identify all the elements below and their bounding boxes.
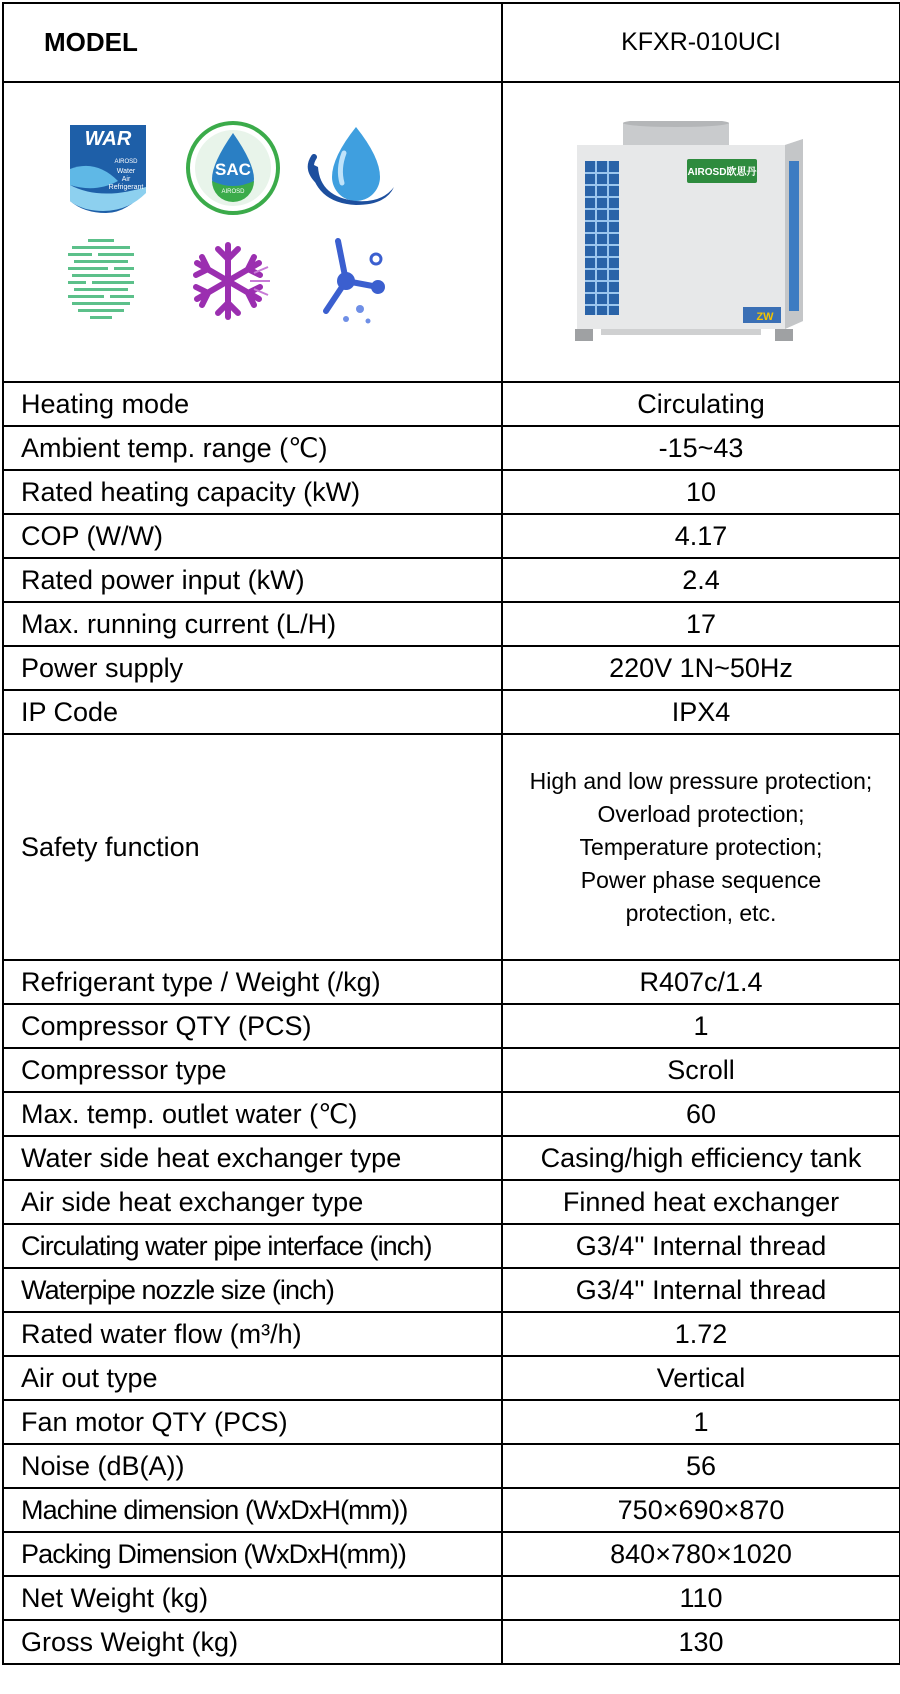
spec-row (3, 734, 900, 960)
safety-line: High and low pressure protection; (529, 767, 873, 794)
war-line-2: Air (121, 176, 131, 183)
spec-row (3, 1092, 900, 1136)
unit-badge: AIROSD欧思丹 (687, 167, 757, 178)
spec-label: Packing Dimension (WxDxH(mm)) (3, 1532, 502, 1576)
spec-label: Waterpipe nozzle size (inch) (3, 1268, 502, 1312)
product-image-cell (502, 82, 900, 382)
spec-label: Max. running current (L/H) (3, 602, 502, 646)
sac-title: SAC (215, 160, 251, 179)
spec-row (3, 1136, 900, 1180)
war-title: WAR (84, 128, 132, 150)
spec-value: 17 (502, 602, 900, 646)
safety-line: Temperature protection; (579, 833, 823, 860)
spec-row (3, 1312, 900, 1356)
spec-row (3, 646, 900, 690)
spec-label: Ambient temp. range (℃) (3, 426, 502, 470)
image-row (3, 82, 900, 382)
war-water-air-refrigerant-logo (66, 121, 150, 217)
war-line-3: Refrigerant (108, 184, 144, 191)
spec-row (3, 470, 900, 514)
model-label: MODEL (3, 3, 502, 82)
spec-value: Casing/high efficiency tank (502, 1136, 900, 1180)
spec-label: Power supply (3, 646, 502, 690)
spec-row (3, 514, 900, 558)
spec-value: 110 (502, 1576, 900, 1620)
sac-water-drop-logo (184, 119, 282, 217)
spec-row (3, 1180, 900, 1224)
spec-label: Compressor QTY (PCS) (3, 1004, 502, 1048)
war-brand: AIROSD (114, 159, 138, 165)
spec-label: Noise (dB(A)) (3, 1444, 502, 1488)
spec-row (3, 1532, 900, 1576)
spec-row (3, 602, 900, 646)
spec-label: Water side heat exchanger type (3, 1136, 502, 1180)
spec-row (3, 558, 900, 602)
spec-label: Rated heating capacity (kW) (3, 470, 502, 514)
spec-label: Machine dimension (WxDxH(mm)) (3, 1488, 502, 1532)
spec-value: IPX4 (502, 690, 900, 734)
spec-value: 56 (502, 1444, 900, 1488)
blue-molecule-icon (316, 235, 388, 325)
spec-value: 1 (502, 1400, 900, 1444)
blue-water-drop-icon (304, 123, 398, 213)
spec-row (3, 690, 900, 734)
spec-value: Finned heat exchanger (502, 1180, 900, 1224)
purple-snowflake-icon (184, 237, 272, 325)
spec-row (3, 382, 900, 426)
spec-value: -15~43 (502, 426, 900, 470)
sac-brand: AIROSD (221, 189, 245, 195)
spec-label: Compressor type (3, 1048, 502, 1092)
spec-value (502, 734, 900, 960)
spec-label: Fan motor QTY (PCS) (3, 1400, 502, 1444)
spec-row (3, 1356, 900, 1400)
spec-value: 130 (502, 1620, 900, 1664)
safety-line: Power phase sequence (580, 866, 822, 893)
spec-value: G3/4'' Internal thread (502, 1268, 900, 1312)
unit-corner-label: ZW (756, 311, 774, 323)
spec-value: 2.4 (502, 558, 900, 602)
spec-row (3, 1268, 900, 1312)
spec-row (3, 1400, 900, 1444)
spec-value: Vertical (502, 1356, 900, 1400)
spec-label: Safety function (3, 734, 502, 960)
spec-value: 840×780×1020 (502, 1532, 900, 1576)
spec-row (3, 960, 900, 1004)
spec-label: Rated power input (kW) (3, 558, 502, 602)
spec-value: 10 (502, 470, 900, 514)
spec-row (3, 1444, 900, 1488)
spec-row (3, 1620, 900, 1664)
spec-table (2, 2, 900, 1665)
heat-pump-unit (575, 121, 825, 369)
spec-label: Gross Weight (kg) (3, 1620, 502, 1664)
spec-value: 220V 1N~50Hz (502, 646, 900, 690)
spec-rows (3, 382, 900, 1664)
spec-value: 1.72 (502, 1312, 900, 1356)
spec-value: 60 (502, 1092, 900, 1136)
spec-row (3, 426, 900, 470)
spec-row (3, 1048, 900, 1092)
spec-row (3, 1576, 900, 1620)
spec-label: Heating mode (3, 382, 502, 426)
spec-label: Max. temp. outlet water (℃) (3, 1092, 502, 1136)
spec-label: Circulating water pipe interface (inch) (3, 1224, 502, 1268)
spec-row (3, 1004, 900, 1048)
spec-value: 1 (502, 1004, 900, 1048)
spec-value: 4.17 (502, 514, 900, 558)
spec-value: Circulating (502, 382, 900, 426)
spec-label: COP (W/W) (3, 514, 502, 558)
header-row (3, 3, 900, 82)
spec-row (3, 1488, 900, 1532)
spec-value: R407c/1.4 (502, 960, 900, 1004)
spec-value: 750×690×870 (502, 1488, 900, 1532)
model-value: KFXR-010UCI (502, 3, 900, 82)
spec-label: Air out type (3, 1356, 502, 1400)
safety-line: protection, etc. (625, 899, 777, 926)
spec-label: Rated water flow (m³/h) (3, 1312, 502, 1356)
spec-label: Air side heat exchanger type (3, 1180, 502, 1224)
spec-label: Net Weight (kg) (3, 1576, 502, 1620)
war-line-1: Water (116, 168, 136, 175)
spec-label: Refrigerant type / Weight (/kg) (3, 960, 502, 1004)
spec-row (3, 1224, 900, 1268)
spec-label: IP Code (3, 690, 502, 734)
spec-value: G3/4'' Internal thread (502, 1224, 900, 1268)
spec-value: Scroll (502, 1048, 900, 1092)
green-stripes-icon (68, 239, 134, 321)
feature-icons-cell (3, 82, 502, 382)
safety-line: Overload protection; (597, 800, 805, 827)
